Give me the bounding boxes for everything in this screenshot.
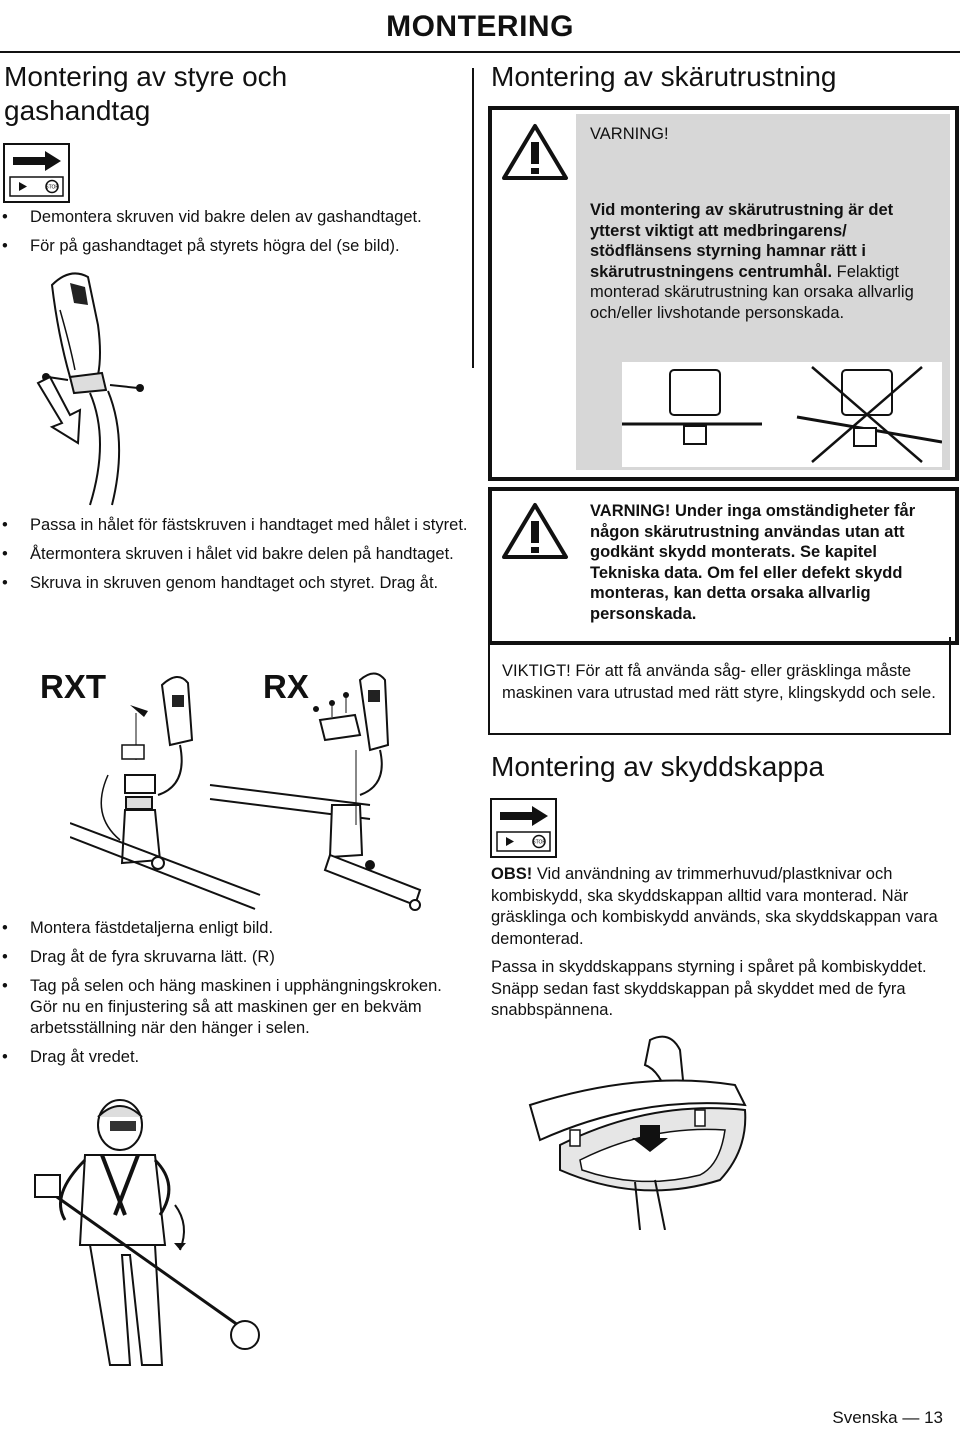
warning-guard-body-2: Om fel eller defekt skydd monteras, kan detta orsaka allvarlig personskada. [590, 563, 903, 623]
page-title: MONTERING [386, 10, 574, 43]
model-label-rx: RX [263, 668, 309, 705]
warning-guard-body: Under inga omständigheter får någon skärutrustning användas utan att godkänt skydd monterats. Se kapitel Tekniska data. [590, 502, 916, 582]
important-box [488, 637, 951, 735]
handle-illustration [30, 265, 180, 510]
guard-cover-illustration [520, 1030, 760, 1230]
warning-body [590, 200, 940, 323]
operator-with-harness-illustration [30, 1095, 280, 1375]
page-footer [832, 1408, 943, 1428]
stop-engine-icon [490, 798, 557, 858]
model-label-rxt: RXT [40, 668, 106, 705]
list-item: • Skruva in skruven genom handtaget och styret. Drag åt. [0, 573, 470, 594]
guard-cover-paragraph: Passa in skyddskappans styrning i spåret på kombiskyddet. Snäpp sedan fast skyddskappan på skyddet med de fyra snabbspännena. [491, 958, 927, 1019]
footer-language: Svenska [832, 1408, 898, 1427]
flange-alignment-illustration [622, 362, 942, 467]
important-label: VIKTIGT! [502, 662, 571, 680]
warning-triangle-icon [500, 122, 570, 182]
list-item: • Drag åt vredet. [0, 1047, 470, 1068]
warning-body-rest: Felaktigt monterad skärutrustning kan orsaka allvarlig och/eller livshotande personskada. [590, 262, 914, 322]
list-item: • Tag på selen och häng maskinen i upphängningskroken. Gör nu en finjustering så att maskinen ger en bekväm arbetsställning när den hänger i selen. [0, 976, 470, 1039]
warning-body-bold: Vid montering av skärutrustning är det ytterst viktigt att medbringarens/ stödflänsens styrning hamnar rätt i skärutrustningens centrumhål. [590, 201, 894, 281]
obs-paragraph [491, 864, 951, 950]
list-item: • Återmontera skruven i hålet vid bakre delen på handtaget. [0, 544, 470, 565]
bracket-assembly-illustration [70, 665, 450, 915]
warning-guard-title: VARNING! [590, 502, 671, 520]
list-item: • Demontera skruven vid bakre delen av gashandtaget. [0, 207, 470, 228]
page-number: 13 [924, 1408, 943, 1427]
stop-label: STOP [532, 839, 546, 846]
bullets-mid [0, 515, 470, 602]
obs-text: Vid användning av trimmerhuvud/plastknivar och kombiskydd, ska skyddskappan alltid vara monterad. När gräsklinga och kombiskydd används, ska skyddskappan vara demonterad. [491, 865, 938, 948]
warning-triangle-icon [500, 501, 570, 561]
stop-engine-icon [3, 143, 70, 203]
important-body: För att få använda såg- eller gräsklinga måste maskinen vara utrustad med rätt styre, klingskydd och sele. [502, 662, 936, 702]
heading-cutting-equipment: Montering av skärutrustning [491, 61, 837, 92]
obs-label: OBS! [491, 865, 533, 883]
important-text [502, 661, 942, 704]
title-divider [0, 51, 960, 53]
list-item: • Montera fästdetaljerna enligt bild. [0, 918, 470, 939]
column-divider [472, 68, 474, 368]
heading-handle-mounting: Montering av styre och gashandtag [4, 61, 288, 127]
stop-label: STOP [45, 184, 59, 191]
footer-dash: — [902, 1408, 920, 1427]
list-item: • Drag åt de fyra skruvarna lätt. (R) [0, 947, 470, 968]
bullets-bottom [0, 918, 470, 1076]
list-item: • För på gashandtaget på styrets högra del (se bild). [0, 236, 470, 257]
warning-box-guard [488, 487, 959, 645]
warning-box-cutting [488, 106, 959, 481]
list-item: • Passa in hålet för fästskruven i handtaget med hålet i styret. [0, 515, 470, 536]
warning-title: VARNING! [590, 125, 669, 143]
bullets-top [0, 207, 470, 265]
warning-guard-text [590, 501, 945, 624]
heading-guard-cover: Montering av skyddskappa [491, 751, 825, 782]
